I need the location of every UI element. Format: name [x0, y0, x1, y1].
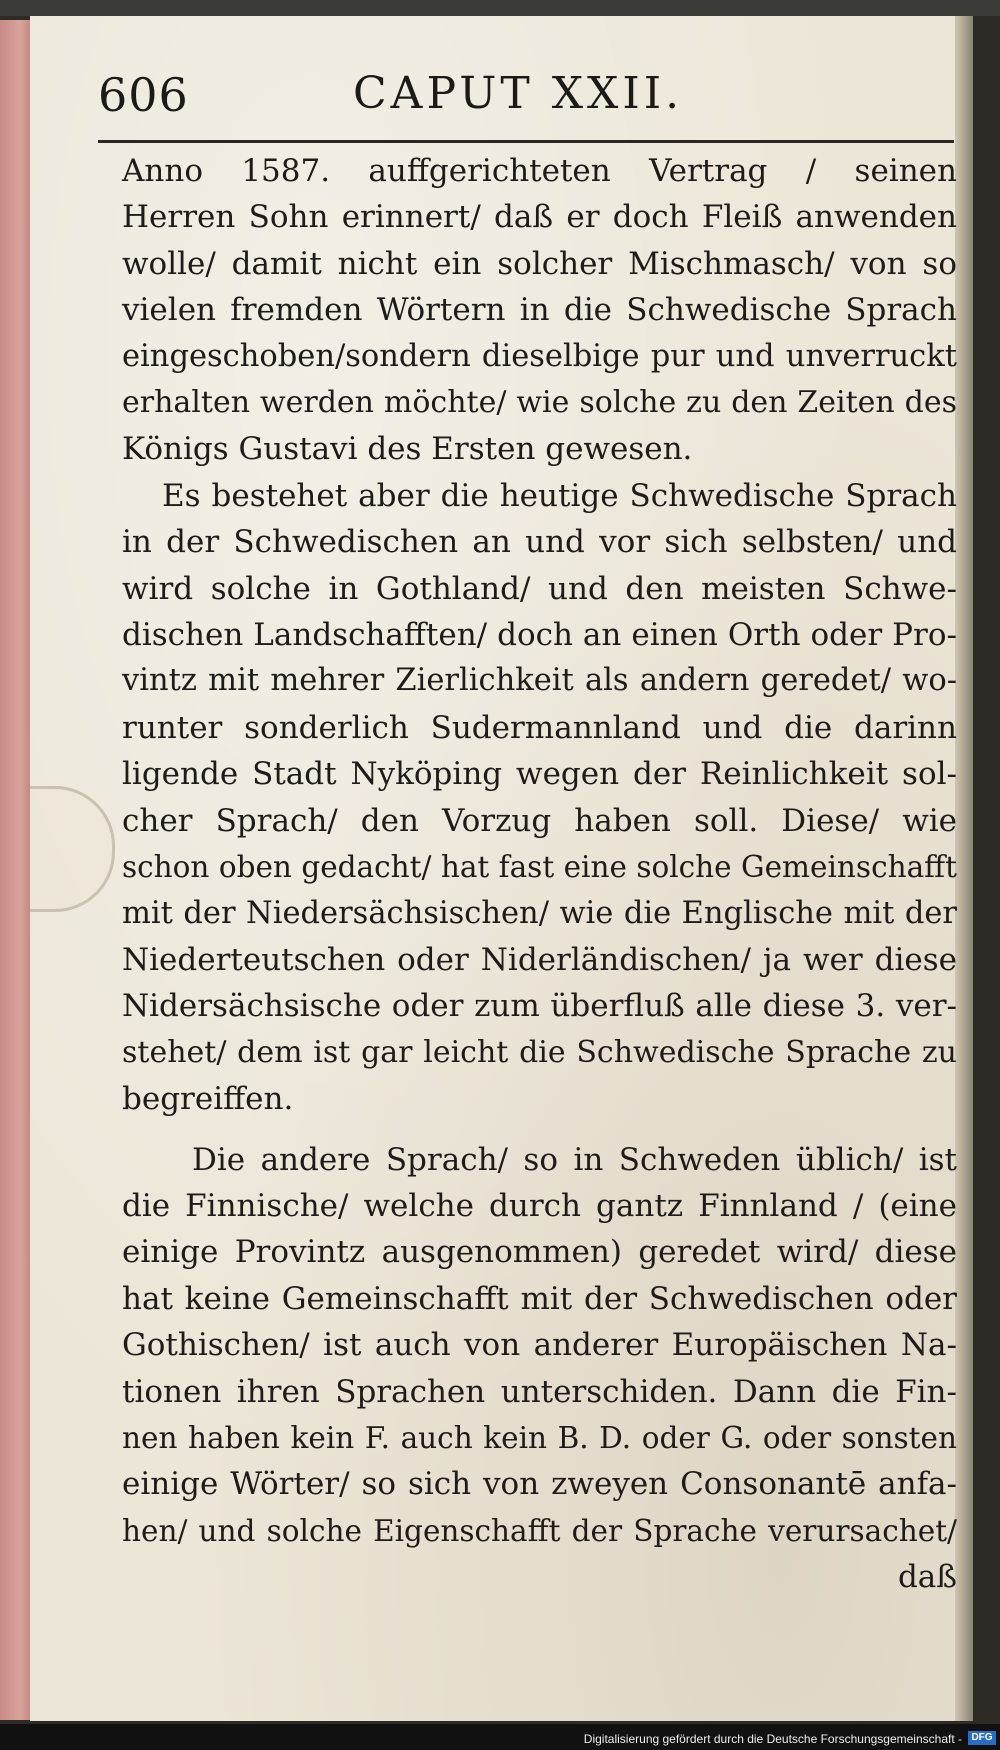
text-line: vielen fremden Wörtern in die Schwedische Sprach — [122, 292, 957, 329]
text-line: eingeschoben/sondern dieselbige pur und unverruckt — [122, 338, 957, 374]
text-line: runter sonderlich Sudermannland und die darinn — [122, 709, 957, 746]
text-line: einige Wörter/ so sich von zweyen Consonantē anfa- — [122, 1466, 957, 1503]
text-line: stehet/ dem ist gar leicht die Schwedische Sprache zu — [122, 1034, 957, 1070]
text-line: wolle/ damit nicht ein solcher Mischmasch/ von so — [122, 245, 957, 282]
page-number: 606 — [98, 68, 189, 122]
text-line: erhalten werden möchte/ wie solche zu den Zeiten des — [122, 385, 957, 421]
top-border — [0, 0, 1000, 16]
text-line: dischen Landschafften/ doch an einen Orth oder Pro- — [122, 617, 957, 654]
paragraph-start: Es bestehet aber die heutige Schwedische Sprach — [162, 477, 957, 514]
text-line: Königs Gustavi des Ersten gewesen. — [122, 431, 693, 468]
text-line: in der Schwedischen an und vor sich selbsten/ und — [122, 524, 957, 561]
page-gutter-shadow — [955, 16, 973, 1721]
dfg-logo: DFG — [968, 1731, 996, 1745]
text-line: die Finnische/ welche durch gantz Finnland / (eine — [122, 1187, 957, 1224]
text-line: Nidersächsische oder zum überfluß alle diese 3. ver- — [122, 988, 957, 1025]
book-edge — [0, 20, 34, 1720]
text-line: mit der Niedersächsischen/ wie die Englische mit der — [122, 895, 957, 931]
body-text — [122, 148, 957, 1601]
text-line: vintz mit mehrer Zierlichkeit als andern geredet/ wo- — [122, 663, 957, 699]
text-line: cher Sprach/ den Vorzug haben soll. Diese/ wie — [122, 802, 957, 839]
text-line: Gothischen/ ist auch von anderer Europäischen Na- — [122, 1327, 957, 1364]
text-line: begreiffen. — [122, 1081, 294, 1118]
text-line: hat keine Gemeinschafft mit der Schwedischen oder — [122, 1280, 957, 1317]
catchword: daß — [897, 1559, 957, 1596]
text-line: tionen ihren Sprachen unterschiden. Dann die Fin- — [122, 1373, 957, 1410]
paragraph-start: Die andere Sprach/ so in Schweden üblich/ ist — [192, 1141, 957, 1178]
page-tab-marker — [30, 786, 115, 912]
text-line: einige Provintz ausgenommen) geredet wird/ diese — [122, 1234, 957, 1271]
running-head: CAPUT XXII. — [353, 68, 684, 119]
text-line: Herren Sohn erinnert/ daß er doch Fleiß anwenden — [122, 199, 957, 236]
funding-credit: Digitalisierung gefördert durch die Deutsche Forschungsgemeinschaft - — [583, 1732, 962, 1746]
footer-bar — [0, 1724, 1000, 1750]
header-rule — [98, 140, 954, 143]
text-line: nen haben kein F. auch kein B. D. oder G. oder sonsten — [122, 1420, 957, 1455]
text-line: wird solche in Gothland/ und den meisten Schwe- — [122, 570, 957, 607]
text-line: Niederteutschen oder Niderländischen/ ja wer diese — [122, 941, 957, 978]
page-header — [98, 68, 888, 138]
text-line: ligende Stadt Nyköping wegen der Reinlichkeit sol- — [122, 756, 957, 793]
text-line: Anno 1587. auffgerichteten Vertrag / seinen — [122, 153, 957, 189]
text-line: hen/ und solche Eigenschafft der Sprache verursachet/ — [122, 1513, 957, 1548]
text-line: schon oben gedacht/ hat fast eine solche Gemeinschafft — [122, 850, 957, 885]
